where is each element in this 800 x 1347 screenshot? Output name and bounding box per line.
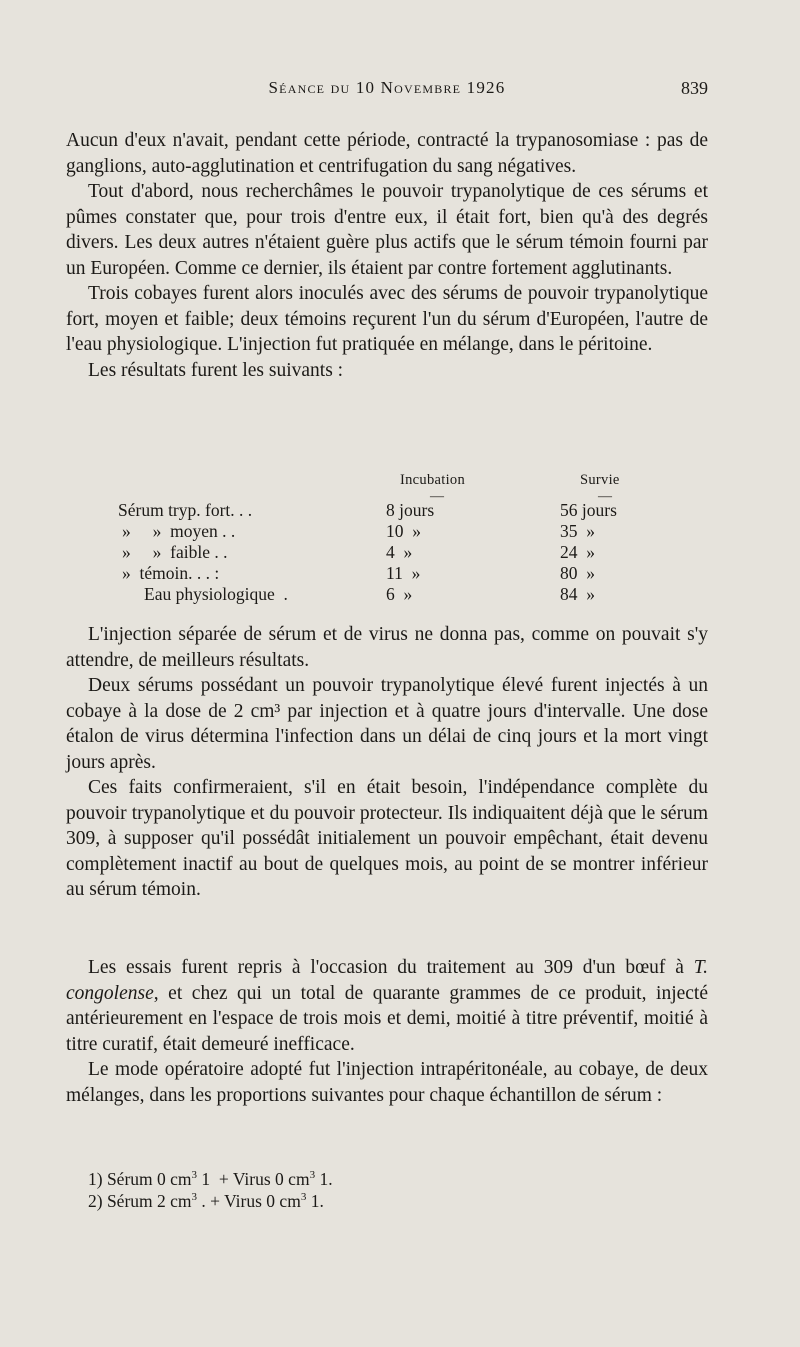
running-title: Séance du 10 Novembre 1926 — [268, 78, 506, 97]
row-survie: 56 jours — [560, 500, 617, 520]
paragraph: Ces faits confirmeraient, s'il en était besoin, l'indépendance complète du pouvoir trypanolytique et du pouvoir protecteur. Ils indiquaitent déjà que le sérum 309, à supposer qu'il possédât initialement un pouvoir empêchant, était devenu complètement inactif au bout de quelques mois, au point de se montrer inférieur au sérum témoin. — [66, 777, 708, 900]
species-name: T. congolense — [66, 957, 708, 1004]
running-head — [66, 78, 708, 106]
table-row — [118, 563, 648, 584]
formula-serum: Sérum 0 cm — [106, 1169, 192, 1189]
formula-virus-value: 1. — [315, 1169, 333, 1189]
paragraph: Les résultats furent les suivants : — [88, 359, 344, 381]
column-header-incubation: Incubation — [400, 472, 466, 488]
formula-virus: Virus 0 cm — [224, 1191, 301, 1211]
paragraph: Le mode opératoire adopté fut l'injection intrapéritonéale, au cobaye, de deux mélanges, dans les proportions suivantes pour chaque échantillon de sérum : — [66, 1059, 708, 1106]
row-label: Sérum tryp. fort. . . — [118, 500, 253, 520]
formula-virus-value: 1. — [306, 1191, 324, 1211]
body-text-bottom — [66, 955, 708, 1108]
paragraph: L'injection séparée de sérum et de virus ne donna pas, comme on pouvait s'y attendre, de meilleurs résultats. — [66, 624, 708, 671]
table-row — [118, 500, 648, 521]
formula-exponent: 3 — [191, 1169, 198, 1182]
paragraph-text: , et chez qui un total de quarante grammes de ce produit, injecté antérieurement en l'espace de trois mois et demi, moitié à titre préventif, moitié à titre curatif, était demeuré inefficace. — [66, 982, 708, 1055]
body-text-middle — [66, 622, 708, 903]
row-incubation: 11 » — [386, 563, 421, 583]
paragraph: Trois cobayes furent alors inoculés avec des sérums de pouvoir trypanolytique fort, moyen et faible; deux témoins reçurent l'un du sérum d'Européen, l'autre de l'eau physiologique. L'injection fut pratiquée en mélange, dans le péritoine. — [66, 283, 708, 355]
row-label: Eau physiologique . — [144, 584, 288, 604]
paragraph: Aucun d'eux n'avait, pendant cette période, contracté la trypanosomiase : pas de ganglions, auto-agglutination et centrifugation du sang négatives. — [66, 130, 708, 177]
formula-list — [88, 1168, 333, 1212]
row-incubation: 6 » — [386, 584, 413, 604]
column-dash-incubation: — — [430, 489, 444, 504]
formula-line — [88, 1190, 333, 1212]
row-survie: 84 » — [560, 584, 595, 604]
table-row — [118, 521, 648, 542]
row-label: » » faible . . — [122, 542, 228, 562]
row-label: » » moyen . . — [122, 521, 236, 541]
row-incubation: 10 » — [386, 521, 421, 541]
formula-exponent: 3 — [300, 1191, 307, 1204]
column-header-survie: Survie — [580, 472, 620, 488]
row-survie: 80 » — [560, 563, 595, 583]
body-text-top — [66, 128, 708, 383]
formula-number: 2) — [88, 1191, 103, 1211]
row-label: » témoin. . . : — [122, 563, 220, 583]
row-survie: 35 » — [560, 521, 595, 541]
column-dash-survie: — — [598, 489, 612, 504]
paragraph: Tout d'abord, nous recherchâmes le pouvoir trypanolytique de ces sérums et pûmes constater que, pour trois d'entre eux, il était fort, bien qu'à des degrés divers. Les deux autres n'étaient guère plus actifs que le sérum témoin fourni par un Européen. Comme ce dernier, ils étaient par contre fortement agglutinants. — [66, 181, 708, 279]
page-number: 839 — [681, 78, 708, 98]
paragraph-text: Les essais furent repris à l'occasion du traitement au 309 d'un bœuf à — [88, 957, 694, 978]
formula-exponent: 3 — [191, 1191, 198, 1204]
formula-serum: Sérum 2 cm — [106, 1191, 192, 1211]
table-row — [118, 584, 648, 605]
row-incubation: 8 jours — [386, 500, 435, 520]
table-row — [118, 542, 648, 563]
formula-serum-value: . + — [197, 1191, 225, 1211]
formula-virus: Virus 0 cm — [232, 1169, 310, 1189]
paragraph: Deux sérums possédant un pouvoir trypanolytique élevé furent injectés à un cobaye à la dose de 2 cm³ par injection et à quatre jours d'intervalle. Une dose étalon de virus détermina l'infection dans un délai de cinq jours et la mort vingt jours après. — [66, 675, 708, 773]
formula-serum-value: 1 + — [197, 1169, 233, 1189]
paragraph — [66, 955, 708, 1057]
formula-exponent: 3 — [309, 1169, 316, 1182]
formula-number: 1) — [88, 1169, 103, 1189]
row-survie: 24 » — [560, 542, 595, 562]
formula-line — [88, 1168, 333, 1190]
row-incubation: 4 » — [386, 542, 413, 562]
